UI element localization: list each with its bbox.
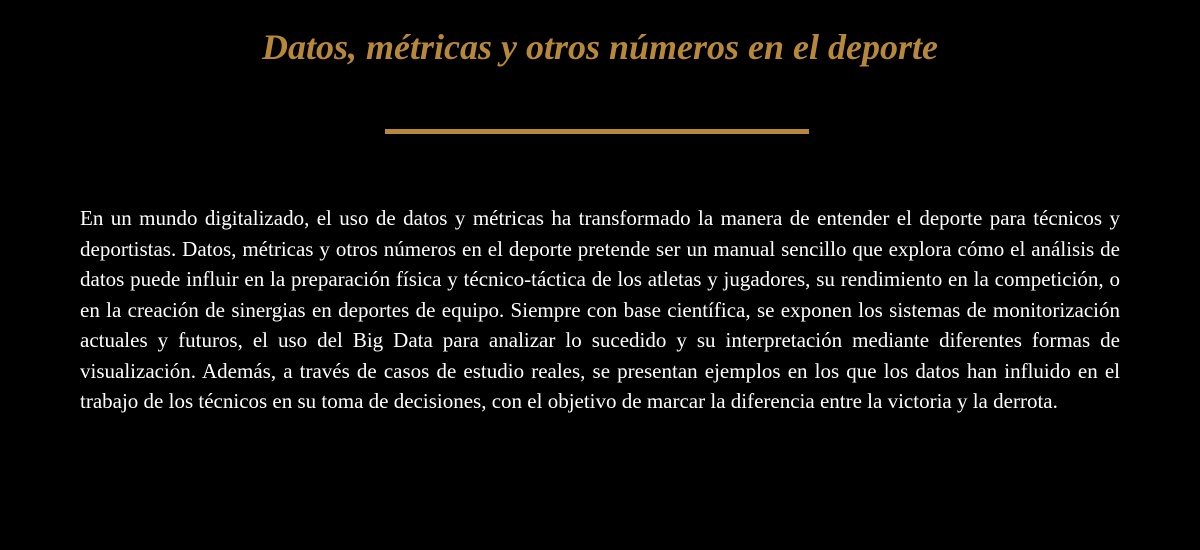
description-paragraph: En un mundo digitalizado, el uso de datos y métricas ha transformado la manera de entender el deporte para técnicos y deportistas. Datos, métricas y otros números en el deporte pretende ser un manual sencillo que explora cómo el análisis de datos puede influir en la preparación física y técnico-táctica de los atletas y jugadores, su rendimiento en la competición, o en la creación de sinergias en deportes de equipo. Siempre con base científica, se exponen los sistemas de monitorización actuales y futuros, el uso del Big Data para analizar lo sucedido y su interpretación mediante diferentes formas de visualización. Además, a través de casos de estudio reales, se presentan ejemplos en los que los datos han influido en el trabajo de los técnicos en su toma de decisiones, con el objetivo de marcar la diferencia entre la victoria y la derrota.	[80, 206, 1120, 413]
page-title: Datos, métricas y otros números en el deporte	[262, 27, 938, 67]
title-divider	[385, 129, 809, 134]
